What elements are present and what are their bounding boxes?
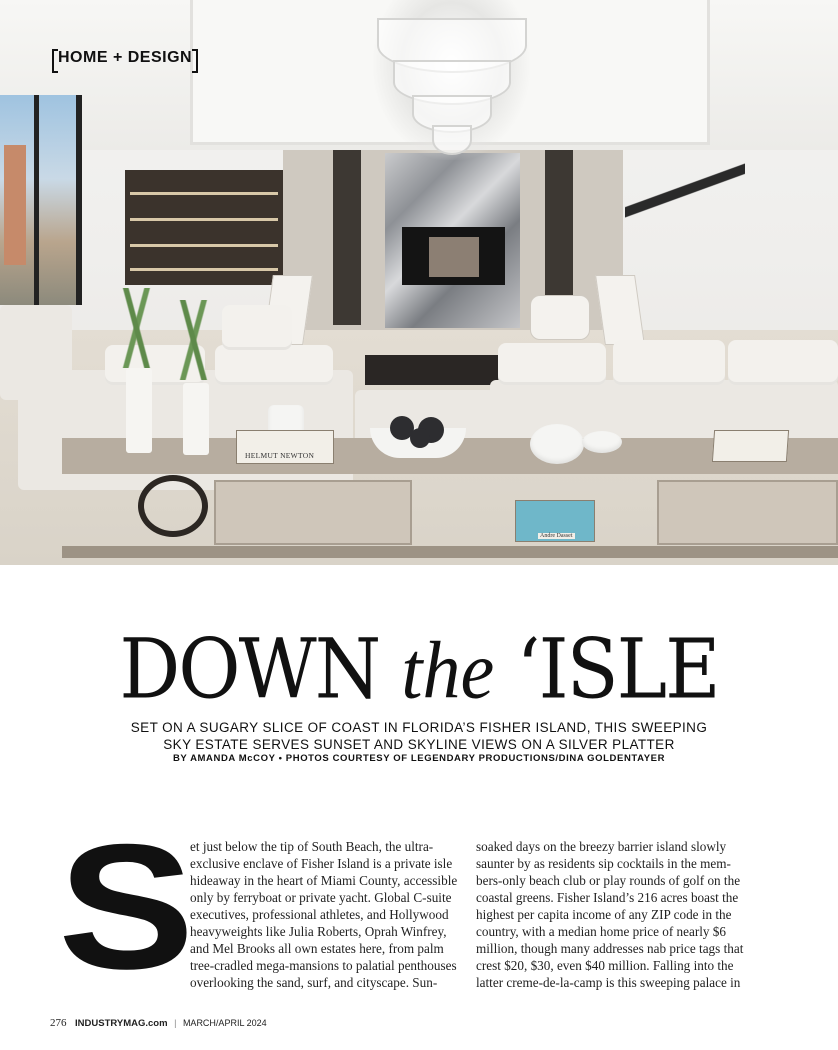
vase xyxy=(126,368,152,453)
page-footer xyxy=(50,1017,267,1029)
body-line: overlooking the sand, surf, and cityscape. Sun- xyxy=(190,975,438,990)
body-line: only by ferryboat or private yacht. Global C-suite xyxy=(190,890,452,905)
lit-niche-left xyxy=(333,150,361,325)
accent-chair xyxy=(595,275,645,345)
body-line: exclusive enclave of Fisher Island is a private isle xyxy=(190,856,453,871)
skyscraper xyxy=(4,145,26,265)
television xyxy=(402,227,505,285)
publication-name: INDUSTRYMAG.com xyxy=(75,1018,168,1029)
sculptural-pebble xyxy=(582,431,622,453)
book-helmut-newton xyxy=(236,430,334,464)
section-tag: HOME + DESIGN xyxy=(52,49,198,67)
footer-separator: | xyxy=(174,1018,177,1028)
floating-staircase xyxy=(625,160,745,220)
article-headline xyxy=(0,620,838,717)
body-line: tree-cradled mega-mansions to palatial penthouses xyxy=(190,958,457,973)
console-drawer xyxy=(214,480,412,545)
bar-shelving xyxy=(125,170,283,285)
vase xyxy=(183,383,209,455)
headline-italic: the xyxy=(401,625,495,716)
window-mullion xyxy=(34,95,39,305)
cushion xyxy=(215,345,333,385)
crystal-chandelier xyxy=(373,0,530,160)
body-column-2 xyxy=(476,838,746,991)
console-drawer xyxy=(657,480,838,545)
body-line: country, with a median home price of nearly $6 xyxy=(476,924,726,939)
headline-part1: DOWN xyxy=(119,620,402,717)
body-line: highest per capita income of any ZIP code in the xyxy=(476,907,732,922)
plant xyxy=(172,300,222,380)
book-title: HELMUT NEWTON xyxy=(245,451,315,460)
body-line: executives, professional athletes, and Hollywood xyxy=(190,907,449,922)
metal-ribbon-sculpture xyxy=(138,475,208,537)
byline: BY AMANDA McCOY • PHOTOS COURTESY OF LEGENDARY PRODUCTIONS/DINA GOLDENTAYER xyxy=(172,753,666,764)
cushion xyxy=(728,340,838,385)
plant xyxy=(115,288,165,368)
shelf xyxy=(130,218,278,221)
coffee-table xyxy=(365,355,500,385)
sculptural-pebble xyxy=(530,424,584,464)
headline-part2: ‘ISLE xyxy=(494,620,719,717)
book-title: Andre Dasset xyxy=(540,533,573,539)
body-line: crest $20, $30, even $40 million. Falling into the xyxy=(476,958,734,973)
issue-date: MARCH/APRIL 2024 xyxy=(182,1018,267,1028)
body-line: soaked days on the breezy barrier island slowly xyxy=(476,839,727,854)
body-line: hideaway in the heart of Miami County, accessible xyxy=(190,873,458,888)
body-line: heavyweights like Julia Roberts, Oprah Winfrey, xyxy=(190,924,447,939)
cushion xyxy=(613,340,725,385)
body-column-1 xyxy=(190,838,460,991)
shelf xyxy=(130,244,278,247)
cushion xyxy=(498,343,606,385)
body-line: coastal greens. Fisher Island’s 216 acres boast the xyxy=(476,890,739,905)
body-line: bers-only beach club or play rounds of golf on the xyxy=(476,873,741,888)
lounge-chair xyxy=(530,295,590,340)
body-line: latter creme-de-la-camp is this sweeping palace in xyxy=(476,975,741,990)
book-stack xyxy=(712,430,789,462)
city-view-window xyxy=(0,95,82,305)
deck-line: SET ON A SUGARY SLICE OF COAST IN FLORIDA’S FISHER ISLAND, THIS SWEEPING xyxy=(130,720,708,735)
body-line: million, though many addresses nab price tags that xyxy=(476,941,744,956)
tv-artwork xyxy=(429,237,479,277)
decorative-orb xyxy=(410,428,430,448)
deck-line: SKY ESTATE SERVES SUNSET AND SKYLINE VIEWS ON A SILVER PLATTER xyxy=(163,737,675,752)
article-deck xyxy=(0,719,838,753)
page-number: 276 xyxy=(50,1017,67,1029)
chandelier-tier xyxy=(432,125,472,155)
body-line: saunter by as residents sip cocktails in the mem- xyxy=(476,856,731,871)
shelf xyxy=(130,192,278,195)
cushion xyxy=(222,305,292,350)
console-base xyxy=(62,546,838,558)
drop-cap: S xyxy=(58,807,195,1006)
book-andre-dasset xyxy=(515,500,595,542)
body-line: et just below the tip of South Beach, the ultra- xyxy=(190,839,434,854)
shelf xyxy=(130,268,278,271)
body-line: and Mel Brooks all own estates here, from palm xyxy=(190,941,444,956)
